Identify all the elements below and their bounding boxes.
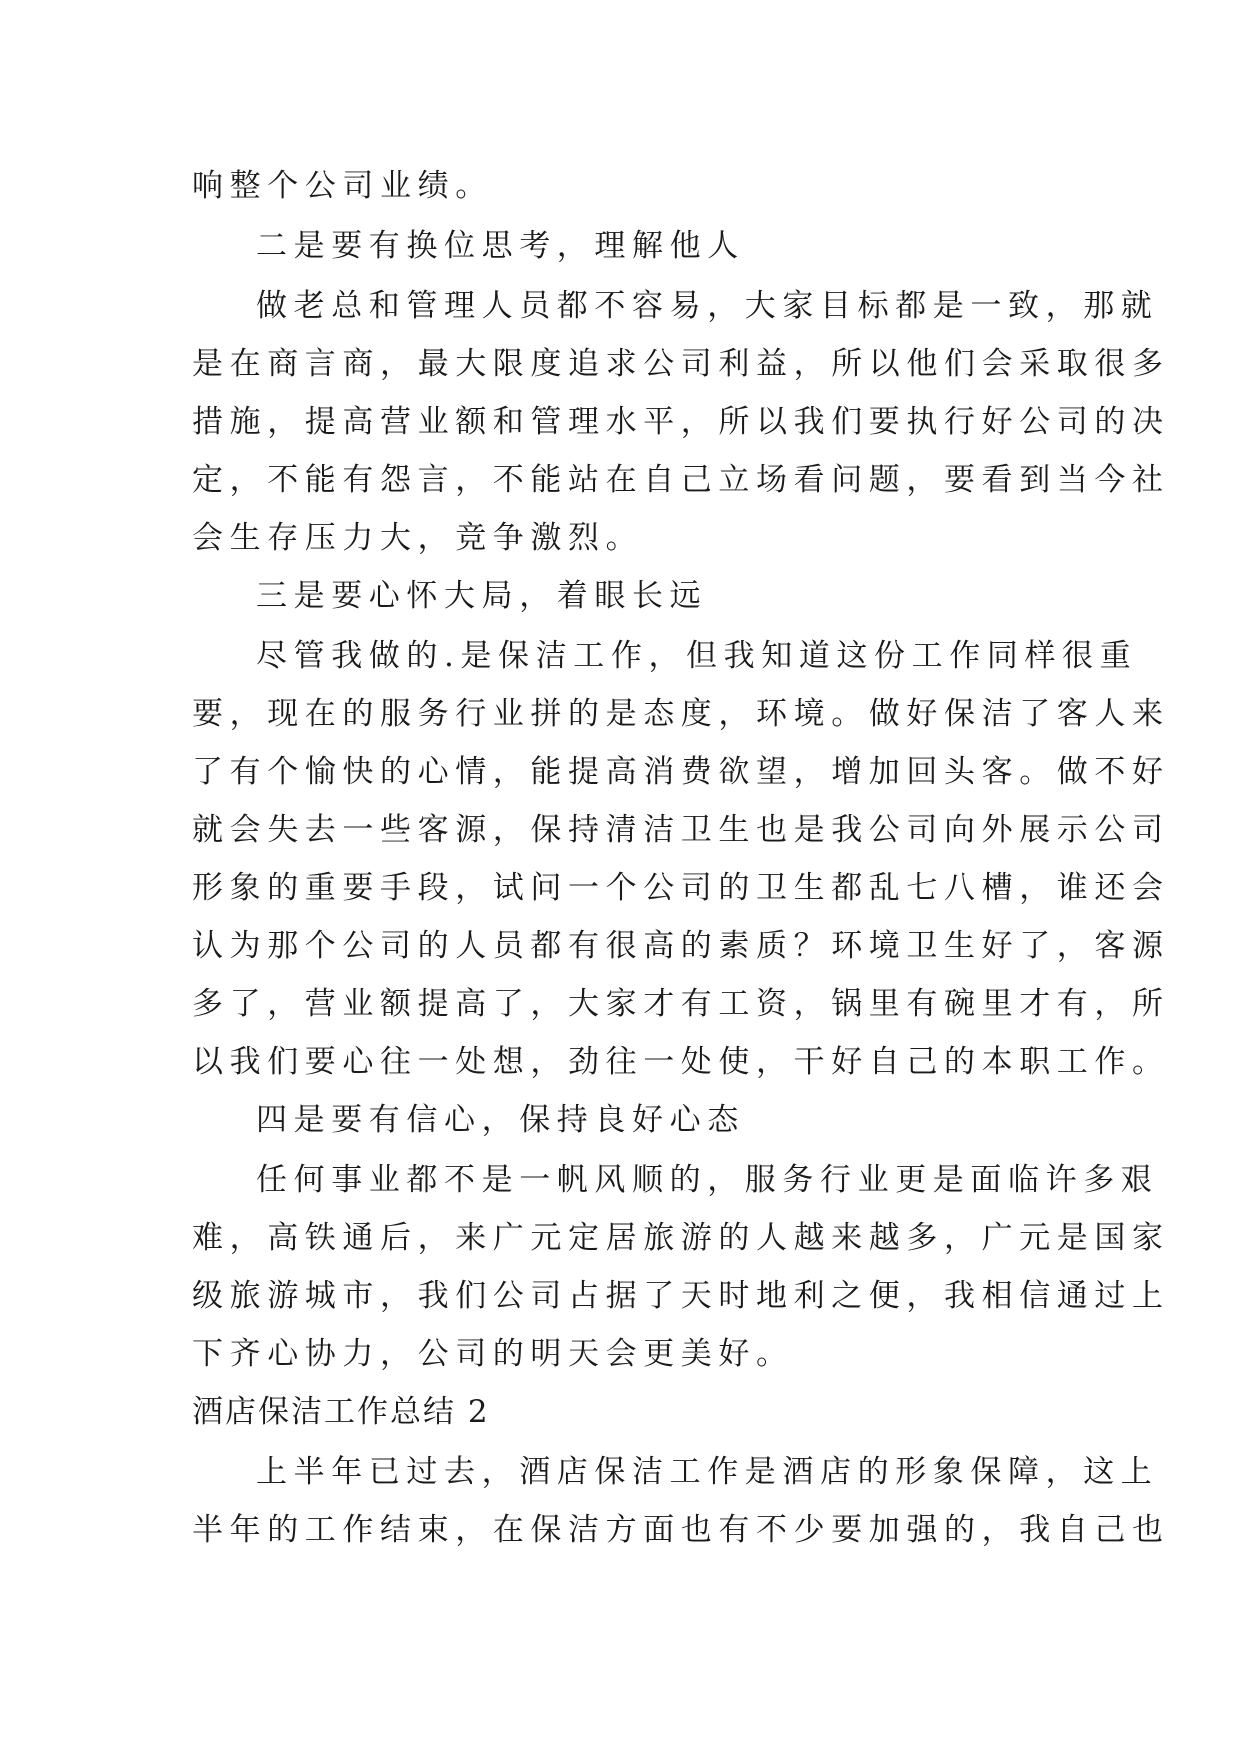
paragraph-line: 认为那个公司的人员都有很高的素质？环境卫生好了，客源 bbox=[192, 928, 1170, 964]
paragraph-line: 形象的重要手段，试问一个公司的卫生都乱七八槽，谁还会 bbox=[192, 870, 1170, 906]
section-heading: 四是要有信心，保持良好心态 bbox=[256, 1102, 745, 1138]
paragraph-line: 响整个公司业绩。 bbox=[192, 168, 493, 204]
section-heading: 二是要有换位思考，理解他人 bbox=[256, 228, 745, 264]
document-title: 酒店保洁工作总结 2 bbox=[192, 1394, 490, 1430]
paragraph-line: 做老总和管理人员都不容易，大家目标都是一致，那就 bbox=[256, 288, 1159, 324]
paragraph-line: 措施，提高营业额和管理水平，所以我们要执行好公司的决 bbox=[192, 404, 1170, 440]
paragraph-line: 级旅游城市，我们公司占据了天时地利之便，我相信通过上 bbox=[192, 1278, 1170, 1314]
paragraph-line: 难，高铁通后，来广元定居旅游的人越来越多，广元是国家 bbox=[192, 1220, 1170, 1256]
paragraph-line: 会生存压力大，竞争激烈。 bbox=[192, 520, 644, 556]
paragraph-line: 多了，营业额提高了，大家才有工资，锅里有碗里才有，所 bbox=[192, 986, 1170, 1022]
paragraph-line: 要，现在的服务行业拼的是态度，环境。做好保洁了客人来 bbox=[192, 696, 1170, 732]
paragraph-line: 以我们要心往一处想，劲往一处使，干好自己的本职工作。 bbox=[192, 1044, 1170, 1080]
paragraph-line: 了有个愉快的心情，能提高消费欲望，增加回头客。做不好 bbox=[192, 754, 1170, 790]
paragraph-line: 就会失去一些客源，保持清洁卫生也是我公司向外展示公司 bbox=[192, 812, 1170, 848]
paragraph-line: 半年的工作结束，在保洁方面也有不少要加强的，我自己也 bbox=[192, 1512, 1170, 1548]
paragraph-line: 任何事业都不是一帆风顺的，服务行业更是面临许多艰 bbox=[256, 1162, 1159, 1198]
section-heading: 三是要心怀大局，着眼长远 bbox=[256, 578, 708, 614]
paragraph-line: 上半年已过去，酒店保洁工作是酒店的形象保障，这上 bbox=[256, 1454, 1159, 1490]
paragraph-line: 下齐心协力，公司的明天会更美好。 bbox=[192, 1336, 794, 1372]
paragraph-line: 尽管我做的.是保洁工作，但我知道这份工作同样很重 bbox=[256, 638, 1138, 674]
paragraph-line: 是在商言商，最大限度追求公司利益，所以他们会采取很多 bbox=[192, 346, 1170, 382]
paragraph-line: 定，不能有怨言，不能站在自己立场看问题，要看到当今社 bbox=[192, 462, 1170, 498]
